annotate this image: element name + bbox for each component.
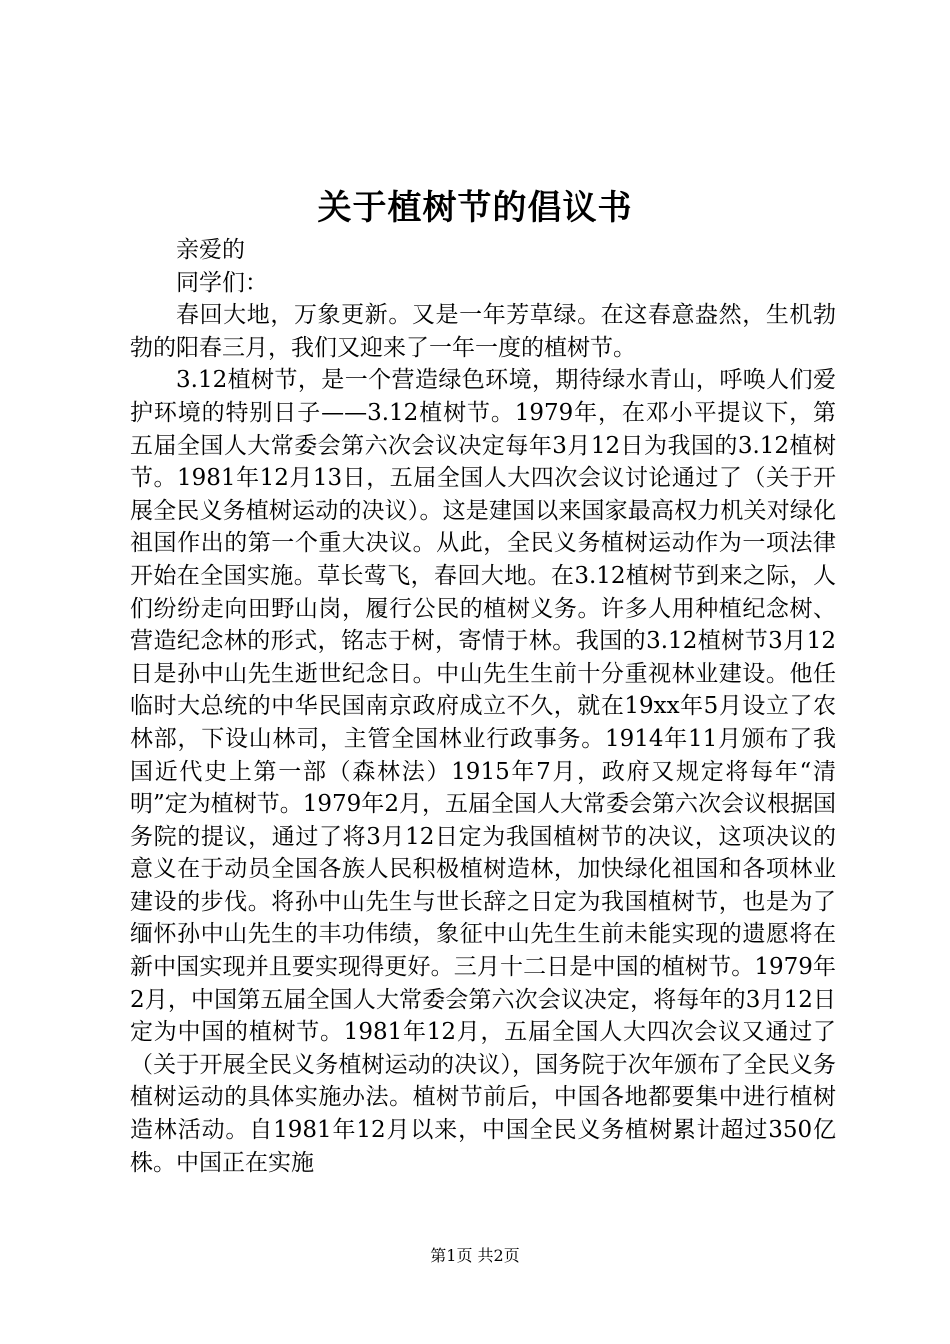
document-body xyxy=(130,234,836,1179)
document-title: 关于植树节的倡议书 xyxy=(317,188,633,228)
body-paragraph-2: 3.12植树节，是一个营造绿色环境，期待绿水青山，呼唤人们爱护环境的特别日子——3.12植树节。1979年，在邓小平提议下，第五届全国人大常委会第六次会议决定每年3月12日为我国的3.12植树节。1981年12月13日，五届全国人大四次会议讨论通过了（关于开展全民义务植树运动的决议）。这是建国以来国家最高权力机关对绿化祖国作出的第一个重大决议。从此，全民义务植树运动作为一项法律开始在全国实施。草长莺飞，春回大地。在3.12植树节到来之际，人们纷纷走向田野山岗，履行公民的植树义务。许多人用种植纪念树、营造纪念林的形式，铭志于树，寄情于林。我国的3.12植树节3月12日是孙中山先生逝世纪念日。中山先生生前十分重视林业建设。他任临时大总统的中华民国南京政府成立不久，就在19xx年5月设立了农林部，下设山林司，主管全国林业行政事务。1914年11月颁布了我国近代史上第一部（森林法）1915年7月，政府又规定将每年“清明”定为植树节。1979年2月，五届全国人大常委会第六次会议根据国务院的提议，通过了将3月12日定为我国植树节的决议，这项决议的意义在于动员全国各族人民积极植树造林，加快绿化祖国和各项林业建设的步伐。将孙中山先生与世长辞之日定为我国植树节，也是为了缅怀孙中山先生的丰功伟绩，象征中山先生生前未能实现的遗愿将在新中国实现并且要实现得更好。三月十二日是中国的植树节。1979年2月，中国第五届全国人大常委会第六次会议决定，将每年的3月12日定为中国的植树节。1981年12月，五届全国人大四次会议又通过了（关于开展全民义务植树运动的决议），国务院于次年颁布了全民义务植树运动的具体实施办法。植树节前后，中国各地都要集中进行植树造林活动。自1981年12月以来，中国全民义务植树累计超过350亿株。中国正在实施 xyxy=(130,367,836,1176)
salutation-line-2: 同学们： xyxy=(176,269,268,296)
salutation-line-1: 亲爱的 xyxy=(176,237,245,263)
body-paragraph-1: 春回大地，万象更新。又是一年芳草绿。在这春意盎然，生机勃勃的阳春三月，我们又迎来了一年一度的植树节。 xyxy=(130,302,836,361)
page-number-footer: 第1页 共2页 xyxy=(430,1246,520,1265)
